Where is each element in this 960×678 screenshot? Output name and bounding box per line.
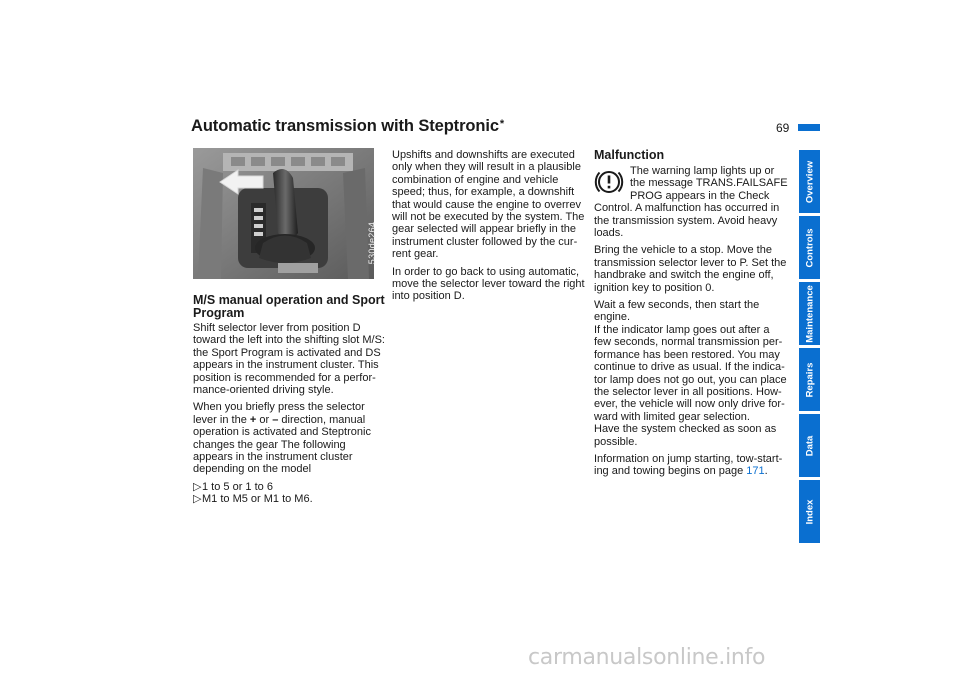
paragraph: Information on jump starting, tow-start-ing and towing begins on page 171. — [594, 452, 783, 478]
tab-maintenance[interactable]: Maintenance — [799, 282, 820, 345]
bullet-arrow-icon: ▷ — [193, 493, 202, 506]
paragraph: The warning lamp lights up or the message TRANS.FAILSAFE PROG appears in the Check Control. A malfunction has occurred in the transmission system. Avoid heavy loads. — [594, 165, 788, 240]
tab-repairs[interactable]: Repairs — [799, 348, 820, 411]
warning-lamp-icon — [594, 166, 624, 198]
list-item: ▷ M1 to M5 or M1 to M6. — [193, 493, 313, 506]
page-number: 69 — [776, 121, 790, 135]
watermark: carmanualsonline.info — [528, 645, 766, 670]
section-heading-manual: M/S manual operation and Sport Program — [193, 293, 385, 320]
tab-index[interactable]: Index — [799, 480, 820, 543]
paragraph: Upshifts and downshifts are executed only when they will result in a plausible combination of engine and vehicle speed; thus, for example, a downshift that would cause the engine to overrev will not be executed by the system. The gear selected will appear briefly in the instrument cluster followed by the cur-rent gear. — [392, 149, 585, 261]
paragraph: In order to go back to using automatic, move the selector lever toward the right into position D. — [392, 265, 585, 303]
column-malfunction — [594, 149, 788, 483]
gear-selector-photo — [193, 148, 378, 279]
paragraph: When you briefly press the selector lever in the + or – direction, manual operation is activated and Steptronic changes the gear The following appears in the instrument cluster depending on the model — [193, 401, 371, 476]
bullet-arrow-icon: ▷ — [193, 480, 202, 493]
tab-controls[interactable]: Controls — [799, 216, 820, 279]
figure-code: 530de264 — [367, 221, 378, 265]
column-manual-operation — [193, 294, 387, 506]
column-shifting — [392, 149, 586, 308]
paragraph: Bring the vehicle to a stop. Move the transmission selector lever to P. Set the handbrake and switch the engine off, ignition key to position 0. — [594, 244, 787, 294]
minus-symbol: – — [272, 413, 279, 426]
tab-data[interactable]: Data — [799, 414, 820, 477]
plus-symbol: + — [249, 413, 257, 426]
optional-equipment-mark: * — [499, 118, 505, 130]
section-heading-malfunction: Malfunction — [594, 148, 665, 162]
chapter-tabs — [799, 150, 820, 546]
page-number-bar — [798, 124, 820, 131]
page-link-171[interactable]: 171 — [746, 465, 765, 478]
page-title: Automatic transmission with Steptronic* — [191, 117, 505, 135]
paragraph: Wait a few seconds, then start the engine. If the indicator lamp goes out after a few seconds, normal transmission per-formance has been restored. You may continue to drive as usual. If the indica-tor lamp does not go out, you can place the selector lever in all positions. How-ever, the vehicle will now only drive for-ward with limited gear selection. Have the system checked as soon as possible. — [594, 299, 787, 448]
paragraph: Shift selector lever from position D toward the left into the shifting slot M/S: the Sport Program is activated and DS appears in the instrument cluster. This position is recommended for a perfor-mance-oriented driving style. — [193, 322, 385, 397]
tab-overview[interactable]: Overview — [799, 150, 820, 213]
list-item: ▷ 1 to 5 or 1 to 6 — [193, 480, 273, 493]
